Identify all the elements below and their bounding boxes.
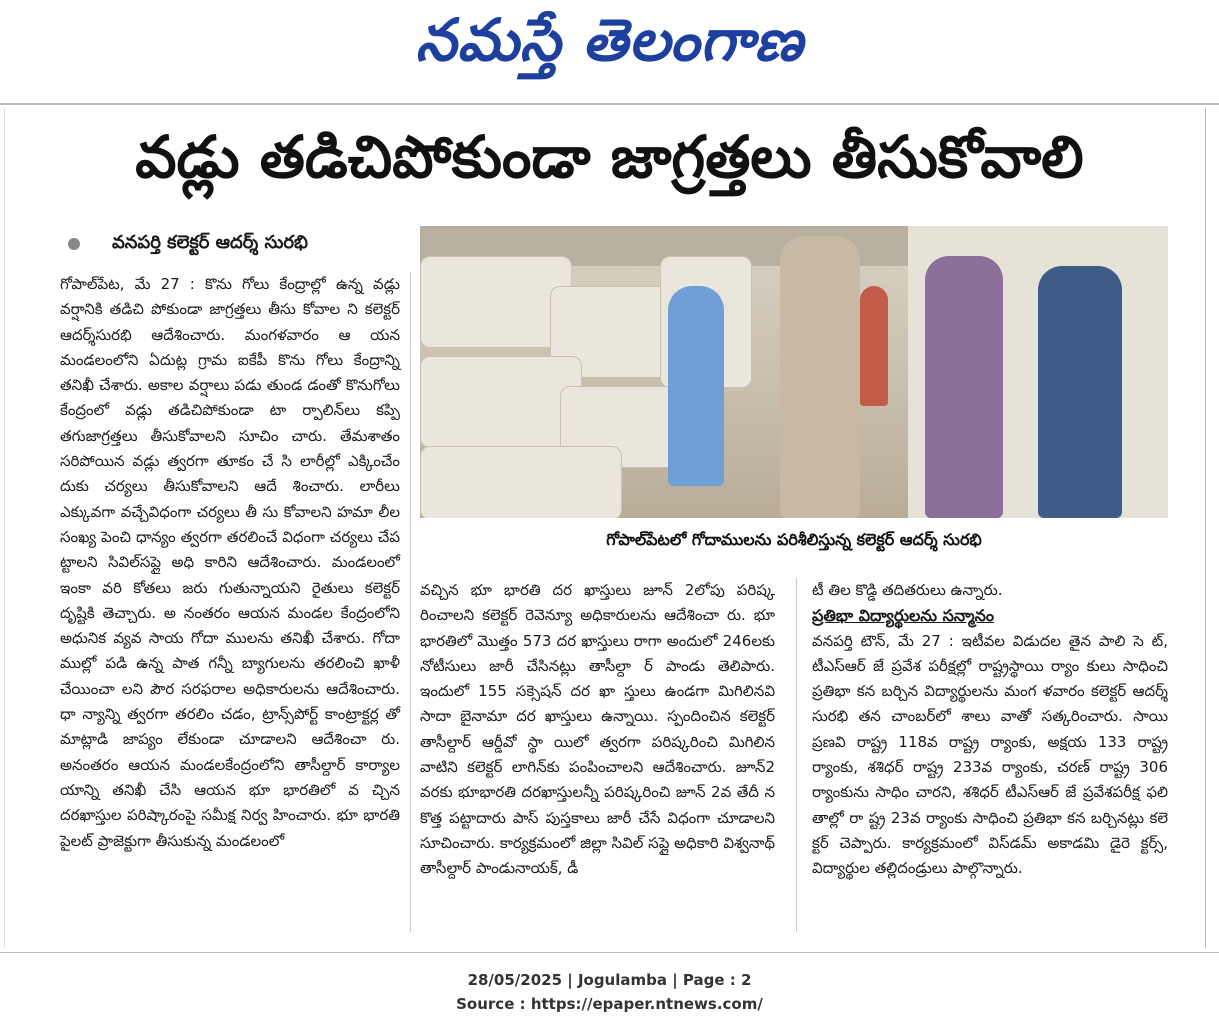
article-headline: వడ్లు తడిచిపోకుండా జాగ్రత్తలు తీసుకోవాలి	[135, 123, 1084, 191]
footer-divider	[0, 952, 1219, 953]
photo-sack	[420, 446, 622, 518]
photo-person	[668, 286, 724, 486]
column-2-text: వచ్చిన భూ భారతి దర ఖాస్తులు జూన్ 2లోపు పరిష్క రించాలని కలెక్టర్ రెవెన్యూ అధికారులను ఆదేశించా రు. భూ భారతిలో మొత్తం 573 దర ఖాస్తులు రాగా అందులో 246లకు నోటీసులు జారీ చేసినట్లు తాసీల్దా ర్ పాండు తెలిపారు. ఇందులో 155 సక్సెషన్ దర ఖా స్తులు ఉండగా మిగిలినవి సాదా బైనామా దర ఖాస్తులు ఉన్నాయి. స్పందించిన కలెక్టర్ తాసీల్దార్ ఆర్డీవో స్థా యిలో త్వరగా పరిష్కరించి మిగిలిన వాటిని కలెక్టర్ లాగిన్‌కు పంపించాలని ఆదేశించారు. జూన్2 వరకు భూభారతి దరఖాస్తులన్నీ పరిష్కరించి జూన్ 2వ తేదీ న కొత్త పట్టాదారు పాస్ పుస్తకాలు జారీ చేసే విధంగా చూడాలని సూచించారు. కార్యక్రమంలో జిల్లా సివిల్ సప్లై అధికారి విశ్వనాథ్ తాసీల్దార్ పాండునాయక్, డీ	[420, 581, 775, 878]
column-divider	[410, 272, 411, 932]
photo-person	[860, 286, 888, 406]
article-photo	[420, 226, 1168, 518]
photo-person	[780, 236, 860, 518]
top-divider	[0, 103, 1219, 105]
right-border	[1205, 108, 1206, 948]
column-3-text: వనపర్తి టౌన్, మే 27 : ఇటీవల విడుదల తైన పాలి సె ట్, టీఎస్‌ఆర్ జే ప్రవేశ పరీక్షల్లో రాష్ట్రస్థాయి ర్యాం కులు సాధించి ప్రతిభా కన బర్చిన విద్యార్థులను మంగ ళవారం కలెక్టర్ ఆదర్శ్ సురభి తన చాంబర్‌లో శాలు వాతో సత్కరించారు. సాయి ప్రణవి రాష్ట్ర 118వ రాష్ట్ర ర్యాంకు, అక్షయ 133 రాష్ట్ర ర్యాంకు, శశిధర్ రాష్ట్ర 233వ ర్యాంకు, చరణ్ రాష్ట్ర 306 ర్యాంకును సాధిం చారని, శశిధర్ టీఎస్‌ఆర్ జే ప్రవేశపరీక్ష ఫలి తాల్లో రా ష్ట్ర 23వ ర్యాంకు సాధించి ప్రతిభా కన బర్చినట్లు కలె క్టర్ చెప్పారు. కార్యక్రమంలో విస్‌డమ్ అకాడమి డైరె క్టర్స్, విద్యార్థుల తల్లిదండ్రులు పాల్గొన్నారు.	[812, 631, 1168, 878]
left-border	[4, 108, 5, 948]
newspaper-logo: నమస్తే తెలంగాణ	[415, 6, 804, 74]
photo-sack	[420, 356, 582, 448]
sub-article-headline: ప్రతిభా విద్యార్థులను సన్మానం	[812, 606, 994, 626]
column-3-lead: టీ తిల కొడ్డి తదితరులు ఉన్నారు.	[812, 581, 1003, 599]
article-column-1	[60, 272, 400, 854]
bullet-icon	[68, 238, 80, 250]
article-byline: వనపర్తి కలెక్టర్ ఆదర్శ్ సురభి	[112, 232, 308, 253]
photo-person	[1038, 266, 1122, 518]
footer-source: Source : https://epaper.ntnews.com/	[456, 995, 763, 1013]
footer-date-edition: 28/05/2025 | Jogulamba | Page : 2	[467, 971, 752, 989]
column-divider	[796, 578, 797, 932]
column-1-text: గోపాల్‌పేట, మే 27 : కొను గోలు కేంద్రాల్లో ఉన్న వడ్లు వర్షానికి తడిచి పోకుండా జాగ్రత్తలు తీసు కోవాల ని కలెక్టర్ ఆదర్శ్‌సురభి ఆదేశించారు. మంగళవారం ఆ యన మండలంలోని ఏదుట్ల గ్రామ ఐకేపీ కొను గోలు కేంద్రాన్ని తనిఖీ చేశారు. అకాల వర్షాలు పడు తుండ డంతో కొనుగోలు కేంద్రంలో వడ్లు తడిచిపోకుండా టా ర్పాలిన్‌లు కప్పి తగుజాగ్రత్తలు తీసుకోవాలని సూచిం చారు. తేమశాతం సరిపోయిన వడ్లు త్వరగా తూకం చే సి లారీల్లో ఎక్కించేం దుకు చర్యలు తీసుకోవాలని ఆదే శించారు. లారీలు ఎక్కువగా వచ్చేవిధంగా చర్యలు తీ సు కోవాలని హమా లీల సంఖ్య పెంచి ధాన్యం త్వరగా తరలించే విధంగా చర్యలు చేప ట్టాలని సివిల్‌సప్లై అధి కారిని ఆదేశించారు. మండలంలో ఇంకా వరి కోతలు జరు గుతున్నాయని రైతులు కలెక్టర్ దృష్టికి తెచ్చారు. అ నంతరం ఆయన మండల కేంద్రంలోని అధునిక వ్యవ సాయ గోదా ములను తనిఖీ చేశారు. గోదా ముల్లో పడి ఉన్న పాత గన్నీ బ్యాగులను తరలించి ఖాళీ చేయించా లని పౌర సరఫరాల అధికారులను ఆదేశించారు. ధా న్యాన్ని త్వరగా తరలిం చడం, ట్రాన్స్‌పోర్ట్ కాంట్రాక్టర్ల తో మాట్లాడి జాప్యం లేకుండా చూడాలని ఆదేశించా రు. అనంతరం ఆయన మండలకేంద్రంలోని తాసీల్దార్ కార్యాల యాన్ని తనిఖీ చేసి ఆయన భూ భారతిలో వ చ్చిన దరఖాస్తుల పరిష్కారంపై సమీక్ష నిర్వ హించారు. భూ భారతి పైలట్ ప్రాజెక్టుగా తీసుకున్న మండలంలో	[60, 275, 400, 850]
photo-caption: గోపాల్‌పేటలో గోదాములను పరిశీలిస్తున్న కలెక్టర్ ఆదర్శ్ సురభి	[606, 530, 982, 549]
footer	[0, 968, 1219, 1016]
article-column-2	[420, 578, 775, 882]
masthead	[0, 0, 1219, 88]
photo-person	[925, 256, 1003, 518]
article-column-3	[812, 578, 1168, 882]
